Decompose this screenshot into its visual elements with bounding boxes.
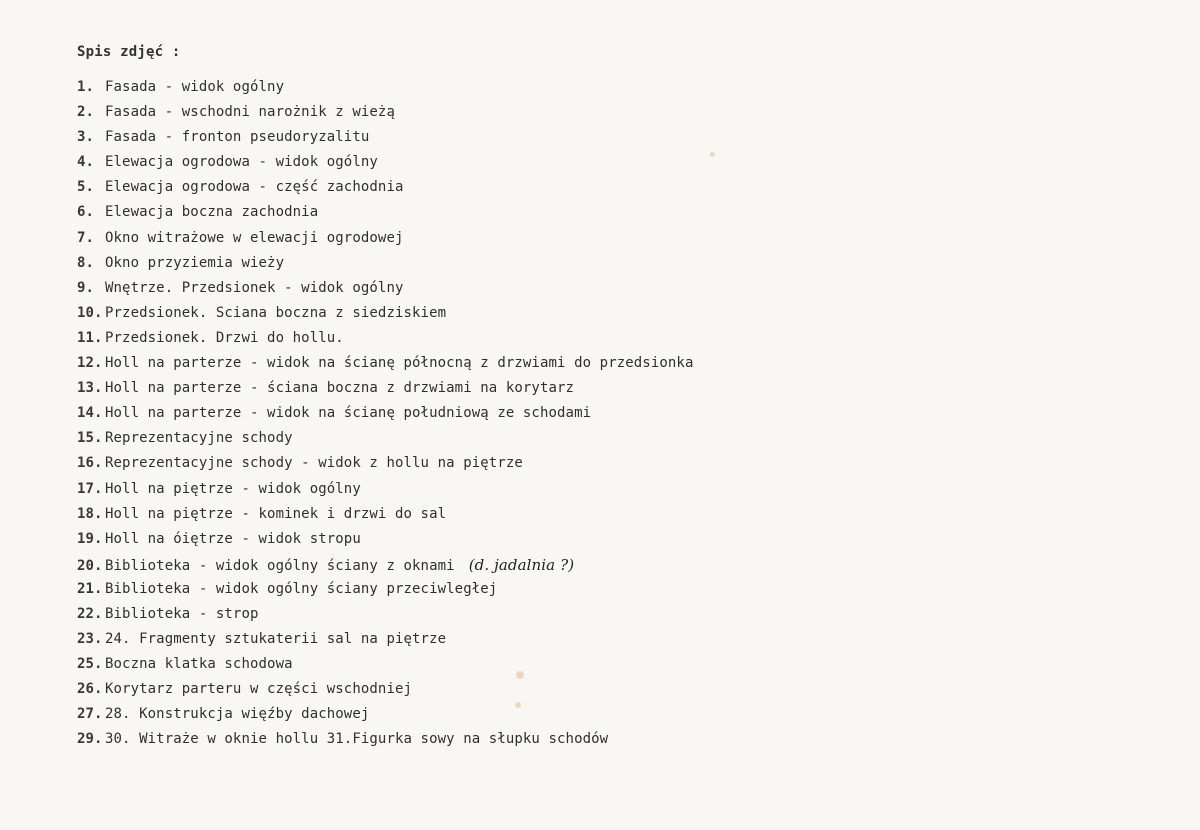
photo-list bbox=[77, 79, 693, 757]
item-text: Przedsionek. Drzwi do hollu. bbox=[105, 329, 344, 346]
item-text: 24. Fragmenty sztukaterii sal na piętrze bbox=[105, 631, 447, 648]
item-text: Holl na piętrze - widok ogólny bbox=[105, 480, 361, 497]
list-item bbox=[77, 731, 693, 756]
item-number: 18. bbox=[77, 505, 103, 522]
item-number: 29. bbox=[77, 731, 103, 748]
page-title: Spis zdjęć : bbox=[77, 44, 181, 60]
list-item bbox=[77, 631, 693, 656]
list-item bbox=[77, 154, 693, 179]
item-number: 11. bbox=[77, 329, 103, 346]
list-item bbox=[77, 330, 693, 355]
item-text: Fasada - widok ogólny bbox=[105, 79, 285, 95]
list-item bbox=[77, 706, 693, 731]
item-text: Holl na parterze - widok na ścianę południową ze schodami bbox=[105, 405, 592, 422]
list-item bbox=[77, 681, 693, 706]
list-item bbox=[77, 531, 693, 556]
list-item bbox=[77, 506, 693, 531]
item-number: 10. bbox=[77, 304, 103, 321]
list-item bbox=[77, 305, 693, 330]
item-text: Holl na piętrze - kominek i drzwi do sal bbox=[105, 505, 447, 522]
item-number: 13. bbox=[77, 380, 103, 397]
item-text: Biblioteka - widok ogólny ściany z oknami bbox=[105, 557, 455, 574]
list-item bbox=[77, 556, 693, 581]
item-text: Holl na parterze - ściana boczna z drzwiami na korytarz bbox=[105, 380, 575, 397]
item-number: 4. bbox=[77, 154, 95, 171]
item-number: 6. bbox=[77, 204, 95, 221]
list-item bbox=[77, 255, 693, 280]
list-item bbox=[77, 581, 693, 606]
item-number: 25. bbox=[77, 656, 103, 673]
item-text: Okno przyziemia wieży bbox=[105, 254, 285, 271]
item-text: Boczna klatka schodowa bbox=[105, 656, 293, 673]
item-number: 20. bbox=[77, 557, 103, 574]
item-number: 3. bbox=[77, 129, 95, 146]
item-number: 23. bbox=[77, 631, 103, 648]
item-number: 12. bbox=[77, 355, 103, 372]
item-number: 1. bbox=[77, 79, 95, 95]
item-number: 16. bbox=[77, 455, 103, 472]
list-item bbox=[77, 430, 693, 455]
item-text: Holl na óiętrze - widok stropu bbox=[105, 530, 361, 547]
list-item bbox=[77, 230, 693, 255]
item-text: 30. Witraże w oknie hollu 31.Figurka sowy na słupku schodów bbox=[105, 731, 609, 748]
list-item bbox=[77, 280, 693, 305]
list-item bbox=[77, 204, 693, 229]
item-text: Okno witrażowe w elewacji ogrodowej bbox=[105, 229, 404, 246]
item-text: Przedsionek. Sciana boczna z siedziskiem bbox=[105, 304, 447, 321]
item-text: Reprezentacyjne schody bbox=[105, 430, 293, 447]
list-item bbox=[77, 104, 693, 129]
list-item bbox=[77, 455, 693, 480]
list-item bbox=[77, 129, 693, 154]
item-number: 14. bbox=[77, 405, 103, 422]
item-text: Elewacja ogrodowa - widok ogólny bbox=[105, 154, 378, 171]
item-text: Korytarz parteru w części wschodniej bbox=[105, 681, 413, 698]
item-number: 19. bbox=[77, 530, 103, 547]
item-number: 27. bbox=[77, 706, 103, 723]
list-item bbox=[77, 481, 693, 506]
item-number: 8. bbox=[77, 254, 95, 271]
item-text: Elewacja boczna zachodnia bbox=[105, 204, 319, 221]
item-text: Biblioteka - widok ogólny ściany przeciwległej bbox=[105, 580, 498, 597]
list-item bbox=[77, 179, 693, 204]
item-number: 9. bbox=[77, 279, 95, 296]
item-text: 28. Konstrukcja więźby dachowej bbox=[105, 706, 370, 723]
item-number: 26. bbox=[77, 681, 103, 698]
item-number: 21. bbox=[77, 580, 103, 597]
handwritten-note: (d. jadalnia ?) bbox=[468, 555, 575, 574]
item-number: 22. bbox=[77, 605, 103, 622]
item-number: 2. bbox=[77, 104, 95, 121]
item-number: 15. bbox=[77, 430, 103, 447]
list-item bbox=[77, 606, 693, 631]
list-item bbox=[77, 405, 693, 430]
item-number: 17. bbox=[77, 480, 103, 497]
item-text: Elewacja ogrodowa - część zachodnia bbox=[105, 179, 404, 196]
list-item bbox=[77, 380, 693, 405]
list-item bbox=[77, 79, 693, 104]
list-item bbox=[77, 355, 693, 380]
item-text: Fasada - fronton pseudoryzalitu bbox=[105, 129, 370, 146]
item-number: 7. bbox=[77, 229, 95, 246]
item-text: Biblioteka - strop bbox=[105, 605, 259, 622]
paper-stain bbox=[710, 152, 715, 157]
item-text: Wnętrze. Przedsionek - widok ogólny bbox=[105, 279, 404, 296]
item-text: Fasada - wschodni narożnik z wieżą bbox=[105, 104, 395, 121]
item-text: Reprezentacyjne schody - widok z hollu na piętrze bbox=[105, 455, 523, 472]
item-text: Holl na parterze - widok na ścianę północną z drzwiami do przedsionka bbox=[105, 355, 694, 372]
item-number: 5. bbox=[77, 179, 95, 196]
list-item bbox=[77, 656, 693, 681]
